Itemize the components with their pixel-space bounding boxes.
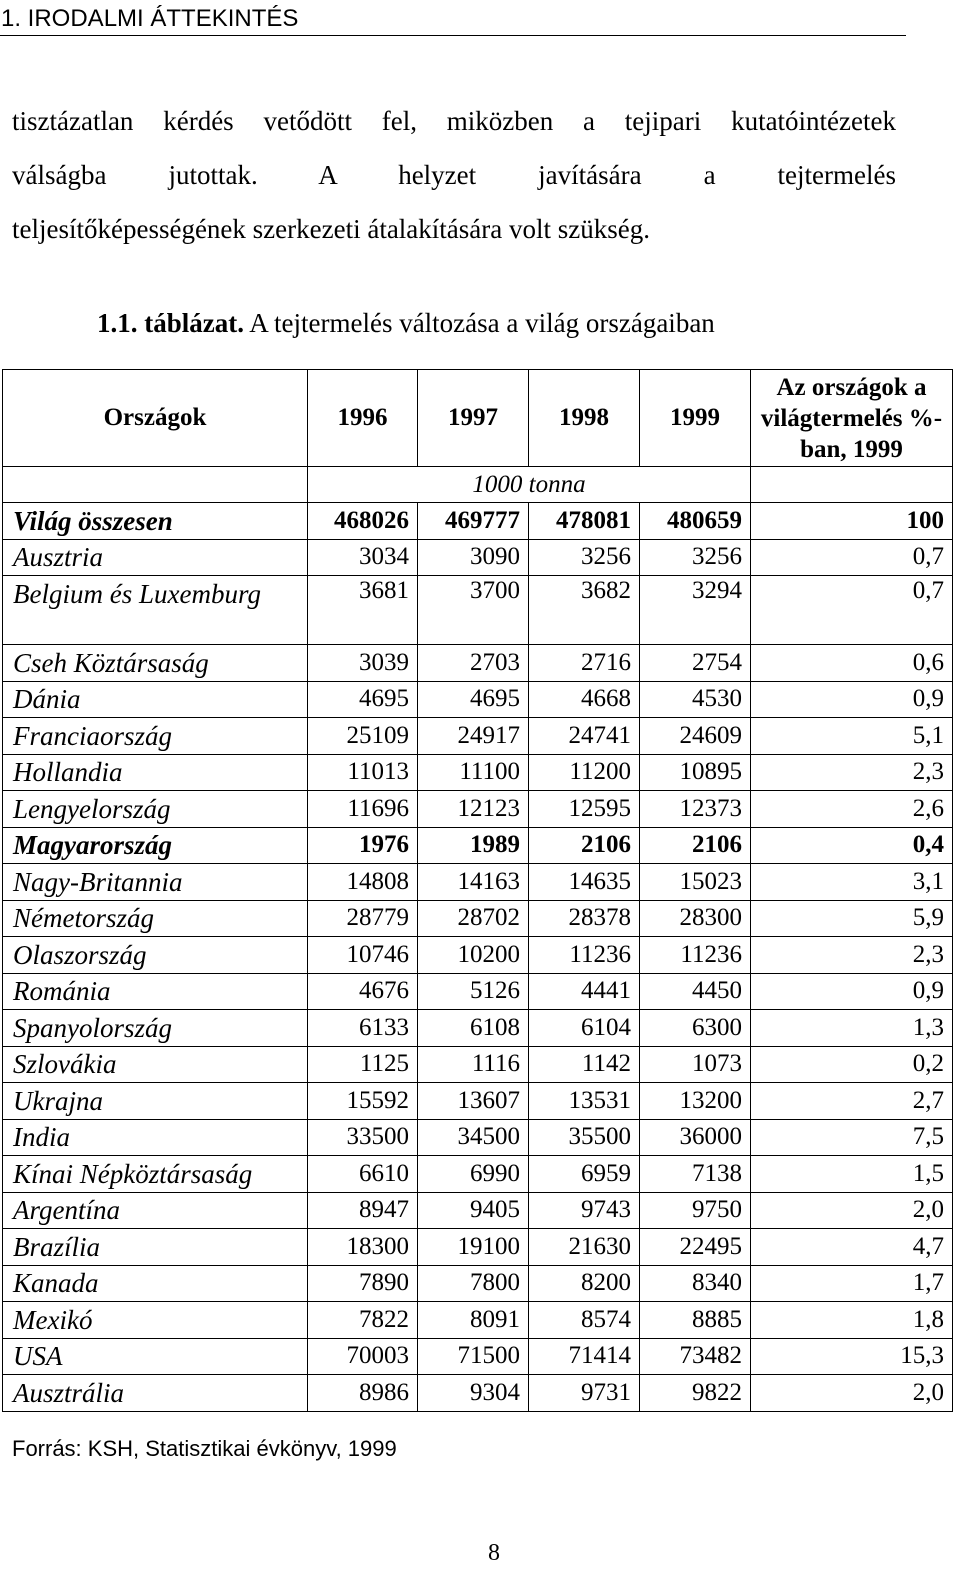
country-cell: Szlovákia: [3, 1046, 308, 1083]
production-cell: 3090: [418, 539, 529, 576]
table-caption-label: 1.1. táblázat.: [97, 308, 244, 338]
production-cell: 8340: [640, 1265, 751, 1302]
world-share-cell: 1,7: [751, 1265, 953, 1302]
production-cell: 9304: [418, 1375, 529, 1412]
world-share-cell: 3,1: [751, 864, 953, 901]
page-number: 8: [488, 1540, 500, 1566]
production-cell: 5126: [418, 973, 529, 1010]
header-country: Országok: [3, 370, 308, 467]
production-cell: 11236: [640, 937, 751, 974]
production-cell: 2703: [418, 645, 529, 682]
production-cell: 11236: [529, 937, 640, 974]
production-cell: 3034: [308, 539, 418, 576]
production-cell: 9822: [640, 1375, 751, 1412]
production-cell: 7138: [640, 1156, 751, 1193]
production-cell: 70003: [308, 1338, 418, 1375]
table-row: [3, 973, 953, 1010]
production-cell: 12123: [418, 791, 529, 828]
production-cell: 4668: [529, 681, 640, 718]
production-cell: 4676: [308, 973, 418, 1010]
production-cell: 6104: [529, 1010, 640, 1047]
production-cell: 3700: [418, 576, 529, 645]
country-cell: Argentína: [3, 1192, 308, 1229]
production-cell: 6300: [640, 1010, 751, 1047]
production-cell: 6959: [529, 1156, 640, 1193]
country-cell: Világ összesen: [3, 503, 308, 540]
production-cell: 12595: [529, 791, 640, 828]
production-cell: 8885: [640, 1302, 751, 1339]
header-world-share: Az országok a világtermelés %-ban, 1999: [751, 370, 953, 467]
table-row: [3, 718, 953, 755]
production-cell: 8200: [529, 1265, 640, 1302]
production-cell: 480659: [640, 503, 751, 540]
production-cell: 11200: [529, 754, 640, 791]
production-cell: 1116: [418, 1046, 529, 1083]
header-1998: 1998: [529, 370, 640, 467]
production-cell: 1073: [640, 1046, 751, 1083]
production-cell: 3682: [529, 576, 640, 645]
production-cell: 21630: [529, 1229, 640, 1266]
production-cell: 468026: [308, 503, 418, 540]
world-share-cell: 2,0: [751, 1192, 953, 1229]
table-caption: [97, 308, 715, 339]
production-cell: 6133: [308, 1010, 418, 1047]
table-row: [3, 827, 953, 864]
unit-row-blank: [3, 467, 308, 503]
production-cell: 3039: [308, 645, 418, 682]
world-share-cell: 1,5: [751, 1156, 953, 1193]
world-share-cell: 0,7: [751, 576, 953, 645]
world-share-cell: 1,8: [751, 1302, 953, 1339]
production-cell: 7822: [308, 1302, 418, 1339]
production-cell: 13607: [418, 1083, 529, 1120]
table-row: [3, 791, 953, 828]
production-cell: 6108: [418, 1010, 529, 1047]
table-row: [3, 1010, 953, 1047]
production-cell: 33500: [308, 1119, 418, 1156]
country-cell: Hollandia: [3, 754, 308, 791]
unit-row: [3, 467, 953, 503]
table-row: [3, 576, 953, 645]
production-cell: 10200: [418, 937, 529, 974]
table-row: [3, 1265, 953, 1302]
country-cell: Belgium és Luxemburg: [3, 576, 308, 645]
country-cell: Ausztria: [3, 539, 308, 576]
table-row: [3, 1229, 953, 1266]
world-share-cell: 2,3: [751, 937, 953, 974]
production-cell: 14163: [418, 864, 529, 901]
production-cell: 35500: [529, 1119, 640, 1156]
header-1996: 1996: [308, 370, 418, 467]
production-cell: 22495: [640, 1229, 751, 1266]
production-cell: 478081: [529, 503, 640, 540]
world-share-cell: 0,6: [751, 645, 953, 682]
country-cell: Franciaország: [3, 718, 308, 755]
country-cell: Kínai Népköztársaság: [3, 1156, 308, 1193]
country-cell: Lengyelország: [3, 791, 308, 828]
world-share-cell: 0,9: [751, 973, 953, 1010]
production-cell: 4530: [640, 681, 751, 718]
world-share-cell: 2,0: [751, 1375, 953, 1412]
country-cell: Cseh Köztársaság: [3, 645, 308, 682]
production-cell: 34500: [418, 1119, 529, 1156]
table-body: [3, 467, 953, 1412]
production-cell: 28702: [418, 900, 529, 937]
world-share-cell: 2,7: [751, 1083, 953, 1120]
table-row: [3, 1119, 953, 1156]
intro-line: válságba jutottak. A helyzet javítására a tejtermelés: [12, 160, 896, 190]
country-cell: India: [3, 1119, 308, 1156]
production-cell: 11696: [308, 791, 418, 828]
world-share-cell: 2,3: [751, 754, 953, 791]
intro-line: teljesítőképességének szerkezeti átalakítására volt szükség.: [12, 214, 650, 244]
production-cell: 6990: [418, 1156, 529, 1193]
country-cell: USA: [3, 1338, 308, 1375]
world-share-cell: 2,6: [751, 791, 953, 828]
production-cell: 7800: [418, 1265, 529, 1302]
production-cell: 10895: [640, 754, 751, 791]
production-cell: 11100: [418, 754, 529, 791]
header-1999: 1999: [640, 370, 751, 467]
production-cell: 24917: [418, 718, 529, 755]
production-cell: 36000: [640, 1119, 751, 1156]
table-header-row: [3, 370, 953, 467]
production-cell: 73482: [640, 1338, 751, 1375]
country-cell: Románia: [3, 973, 308, 1010]
table-row: [3, 1083, 953, 1120]
production-cell: 3256: [529, 539, 640, 576]
production-cell: 9731: [529, 1375, 640, 1412]
production-cell: 1125: [308, 1046, 418, 1083]
production-cell: 8091: [418, 1302, 529, 1339]
world-share-cell: 0,9: [751, 681, 953, 718]
production-cell: 8574: [529, 1302, 640, 1339]
country-cell: Brazília: [3, 1229, 308, 1266]
production-cell: 8947: [308, 1192, 418, 1229]
production-cell: 7890: [308, 1265, 418, 1302]
production-cell: 13200: [640, 1083, 751, 1120]
table-row: [3, 864, 953, 901]
country-cell: Németország: [3, 900, 308, 937]
production-cell: 13531: [529, 1083, 640, 1120]
country-cell: Nagy-Britannia: [3, 864, 308, 901]
production-cell: 12373: [640, 791, 751, 828]
unit-label: 1000 tonna: [308, 467, 751, 503]
production-cell: 71500: [418, 1338, 529, 1375]
production-cell: 25109: [308, 718, 418, 755]
table-caption-text: A tejtermelés változása a világ országaiban: [243, 308, 715, 338]
production-cell: 9743: [529, 1192, 640, 1229]
production-cell: 3681: [308, 576, 418, 645]
production-cell: 4695: [418, 681, 529, 718]
world-share-cell: 0,7: [751, 539, 953, 576]
production-cell: 18300: [308, 1229, 418, 1266]
production-cell: 10746: [308, 937, 418, 974]
production-cell: 2106: [640, 827, 751, 864]
production-cell: 8986: [308, 1375, 418, 1412]
table-row: [3, 754, 953, 791]
production-cell: 15023: [640, 864, 751, 901]
production-cell: 2106: [529, 827, 640, 864]
production-cell: 14635: [529, 864, 640, 901]
table-row: [3, 1046, 953, 1083]
production-cell: 71414: [529, 1338, 640, 1375]
production-cell: 24741: [529, 718, 640, 755]
world-share-cell: 0,4: [751, 827, 953, 864]
production-cell: 9405: [418, 1192, 529, 1229]
country-cell: Magyarország: [3, 827, 308, 864]
production-cell: 15592: [308, 1083, 418, 1120]
production-cell: 3294: [640, 576, 751, 645]
table-row: [3, 1192, 953, 1229]
table-row: [3, 1302, 953, 1339]
unit-row-blank: [751, 467, 953, 503]
world-share-cell: 0,2: [751, 1046, 953, 1083]
country-cell: Ukrajna: [3, 1083, 308, 1120]
world-share-cell: 5,9: [751, 900, 953, 937]
world-share-cell: 100: [751, 503, 953, 540]
milk-production-table: [2, 369, 953, 1412]
table-row: [3, 1338, 953, 1375]
production-cell: 469777: [418, 503, 529, 540]
production-cell: 28300: [640, 900, 751, 937]
production-cell: 28378: [529, 900, 640, 937]
country-cell: Dánia: [3, 681, 308, 718]
table-row: [3, 1375, 953, 1412]
table-row: [3, 937, 953, 974]
production-cell: 11013: [308, 754, 418, 791]
world-share-cell: 7,5: [751, 1119, 953, 1156]
world-share-cell: 15,3: [751, 1338, 953, 1375]
production-cell: 28779: [308, 900, 418, 937]
production-cell: 2754: [640, 645, 751, 682]
table-row: [3, 1156, 953, 1193]
table-row: [3, 681, 953, 718]
header-1997: 1997: [418, 370, 529, 467]
table-row: [3, 645, 953, 682]
country-cell: Olaszország: [3, 937, 308, 974]
table-source: Forrás: KSH, Statisztikai évkönyv, 1999: [12, 1436, 397, 1461]
production-cell: 4441: [529, 973, 640, 1010]
intro-line: tisztázatlan kérdés vetődött fel, miközben a tejipari kutatóintézetek: [12, 106, 896, 136]
country-cell: Spanyolország: [3, 1010, 308, 1047]
production-cell: 1142: [529, 1046, 640, 1083]
production-cell: 24609: [640, 718, 751, 755]
production-cell: 14808: [308, 864, 418, 901]
production-cell: 2716: [529, 645, 640, 682]
table-row: [3, 503, 953, 540]
production-cell: 4450: [640, 973, 751, 1010]
world-share-cell: 1,3: [751, 1010, 953, 1047]
world-share-cell: 4,7: [751, 1229, 953, 1266]
production-cell: 6610: [308, 1156, 418, 1193]
country-cell: Ausztrália: [3, 1375, 308, 1412]
production-cell: 1989: [418, 827, 529, 864]
production-cell: 3256: [640, 539, 751, 576]
world-share-cell: 5,1: [751, 718, 953, 755]
table-row: [3, 900, 953, 937]
country-cell: Mexikó: [3, 1302, 308, 1339]
intro-paragraph: [12, 94, 896, 256]
production-cell: 9750: [640, 1192, 751, 1229]
production-cell: 19100: [418, 1229, 529, 1266]
country-cell: Kanada: [3, 1265, 308, 1302]
production-cell: 4695: [308, 681, 418, 718]
production-cell: 1976: [308, 827, 418, 864]
table-row: [3, 539, 953, 576]
running-header: 1. IRODALMI ÁTTEKINTÉS: [0, 2, 906, 36]
